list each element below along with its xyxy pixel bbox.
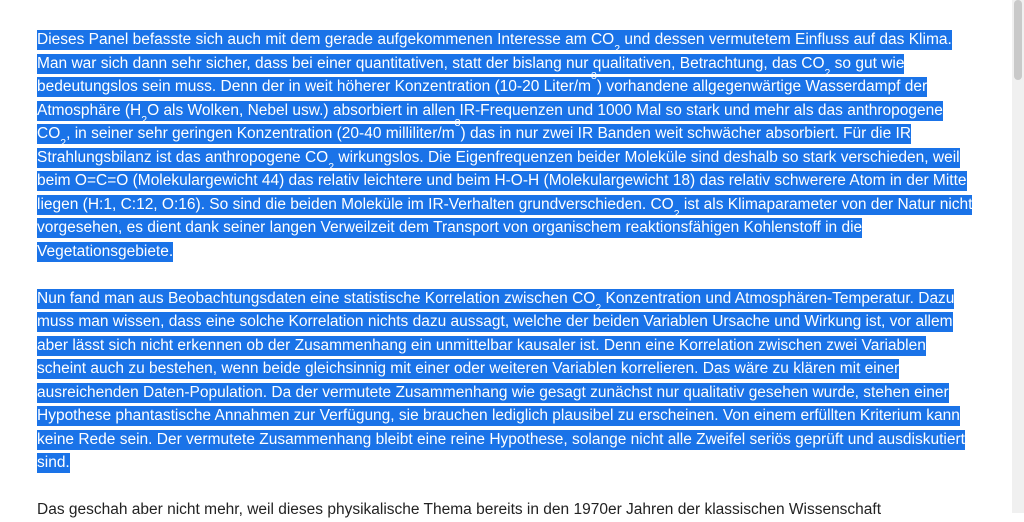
text-run: ) das in nur zwei IR Banden weit schwächer absorbiert. Für die IR Strahlungsbilanz ist das anthropogene CO [37, 125, 912, 166]
subscript: 2 [60, 137, 67, 150]
subscript: 2 [824, 66, 831, 79]
superscript: 3 [454, 116, 461, 129]
subscript: 2 [328, 160, 335, 173]
subscript: 2 [673, 207, 680, 220]
text-run: O als Wolken, Nebel usw.) absorbiert in allen IR-Frequenzen und 1000 Mal so stark und mehr als das anthropogene CO [37, 101, 943, 142]
text-run: wirkungslos. Die Eigenfrequenzen beider Moleküle sind deshalb so stark verschieden, weil beim O=C=O (Molekulargewicht 44) das relativ leichtere und beim H-O-H (Molekulargewicht 18) das relativ schwerere Atom in der Mitte liegen (H:1, C:12, O:16). So sind die beiden Moleküle im IR-Verhalten grundverschieden. CO [37, 148, 967, 213]
text-run: , in seiner sehr geringen Konzentration (20-40 milliliter/m [66, 125, 455, 142]
superscript: 3 [591, 69, 597, 82]
paragraph-1[interactable] [37, 28, 977, 263]
text-run: so gut wie bedeutungslos sein muss. Denn der in weit höherer Konzentration (10-20 Liter/m [37, 54, 905, 95]
text-run: Nun fand man aus Beobachtungsdaten eine statistische Korrelation zwischen CO [37, 289, 596, 307]
scrollbar-thumb[interactable] [1014, 0, 1022, 80]
subscript: 2 [141, 113, 148, 126]
page-scrollbar[interactable] [1012, 0, 1024, 513]
selected-text[interactable] [37, 30, 972, 262]
article-body [37, 28, 977, 522]
text-run: Konzentration und Atmosphären-Temperatur. Dazu muss man wissen, dass eine solche Korrelation nichts dazu aussagt, welche der beiden Variablen Ursache und Wirkung ist, vor allem aber lässt sich nicht erkennen ob der Zusammenhang ein unmittelbar kausaler ist. Denn eine Korrelation zwischen zwei Variablen scheint auch zu bestehen, wenn beide gleichsinnig mit einer oder weiteren Variablen korrelieren. Das wäre zu klären mit einer ausreichenden Daten-Population. Da der vermutete Zusammenhang wie gesagt zunächst nur qualitativ gesehen wurde, stehen einer Hypothese phantastische Annahmen zur Verfügung, sie brauchen lediglich plausibel zu erscheinen. Von einem erfüllten Kriterium kann keine Rede sein. Der vermutete Zusammenhang bleibt eine reine Hypothese, solange nicht alle Zweifel seriös geprüft und ausdiskutiert sind. [37, 289, 965, 471]
text-run: ) vorhandene allgegenwärtige Wasserdampf der Atmosphäre (H [37, 78, 928, 119]
text-run: ist als Klimaparameter von der Natur nicht vorgesehen, es dient dank seiner langen Verweilzeit dem Transport von organischem reaktionsfähigen Kohlenstoff in die Vegetationsgebiete. [37, 195, 973, 260]
text-run: Dieses Panel befasste sich auch mit dem gerade aufgekommenen Interesse am CO [37, 31, 615, 48]
paragraph-3[interactable] [37, 498, 977, 522]
paragraph-text: Das geschah aber nicht mehr, weil dieses physikalische Thema bereits in den 1970er Jahren der klassischen Wissenschaft [37, 501, 882, 518]
text-run: und dessen vermutetem Einfluss auf das Klima. Man war sich dann sehr sicher, dass bei einer quantitativen, statt der bislang nur qualitativen, Betrachtung, das CO [37, 31, 952, 72]
subscript: 2 [614, 43, 621, 56]
subscript: 2 [595, 301, 602, 314]
selected-text[interactable] [37, 289, 965, 474]
paragraph-2[interactable] [37, 287, 977, 475]
